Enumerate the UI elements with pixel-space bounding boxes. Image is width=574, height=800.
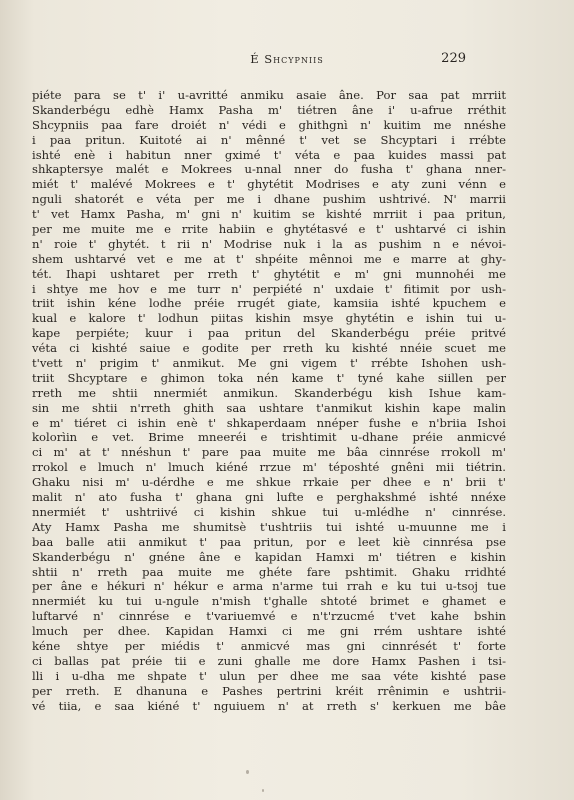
body-text xyxy=(32,88,506,713)
text-line: Skanderbégu n' gnéne âne e kapidan Hamxi m' tiétren e kishin xyxy=(32,549,506,564)
text-line: ci ballas pat préie tii e zuni ghalle me dore Hamx Pashen i tsi- xyxy=(32,653,506,668)
text-line: baa balle atii anmikut t' paa pritun, por e leet kiè cinnrésa pse xyxy=(32,534,506,549)
text-line: n' roie t' ghytét. t rii n' Modrise nuk i la as pushim n e névoi- xyxy=(32,236,506,251)
text-line: nguli shatorét e véta per me i dhane pushim ushtrivé. N' marrii xyxy=(32,192,506,207)
text-line: kéne shtye per miédis t' anmicvé mas gni cinnrését t' forte xyxy=(32,638,506,653)
text-line: kolorìin e vet. Brime mneeréi e trishtimit u-dhane préie anmicvé xyxy=(32,430,506,445)
text-line: shem ushtarvé vet e me at t' shpéite mênnoi me e marre at ghy- xyxy=(32,251,506,266)
ink-speck xyxy=(246,770,249,774)
text-line: Skanderbégu edhè Hamx Pasha m' tiétren âne i' u-afrue rréthit xyxy=(32,102,506,117)
text-line: i paa pritun. Kuitoté ai n' mênné t' vet se Shcyptari i rrébte xyxy=(32,132,506,147)
text-line: t'vett n' prigim t' anmikut. Me gni vigem t' rrébte Ishohen ush- xyxy=(32,356,506,371)
text-line: e m' tiéret ci ishin enè t' shkaperdaam nnéper fushe e n'briia Ishoi xyxy=(32,415,506,430)
text-line: kape perpiéte; kuur i paa pritun del Skanderbégu préie pritvé xyxy=(32,326,506,341)
text-line: Shcypniis paa fare droiét n' védi e ghithgnì n' kuitim me nnéshe xyxy=(32,117,506,132)
text-line: miét t' malévé Mokrees e t' ghytétit Modrises e aty zuni vénn e xyxy=(32,177,506,192)
text-line: shkaptersye malét e Mokrees u-nnal nner do fusha t' ghana nner- xyxy=(32,162,506,177)
ink-speck xyxy=(262,789,264,792)
text-line: i shtye me hov e me turr n' perpiété n' uxdaie t' fitimit por ush- xyxy=(32,281,506,296)
text-line: Aty Hamx Pasha me shumitsè t'ushtriis tui ishté u-muunne me i xyxy=(32,519,506,534)
text-line: t' vet Hamx Pasha, m' gni n' kuitim se kishté mrriit i paa pritun, xyxy=(32,207,506,222)
text-line: per rreth. E dhanuna e Pashes pertrini kréit rrênimin e ushtrii- xyxy=(32,683,506,698)
text-line: tét. Ihapi ushtaret per rreth t' ghytétit e m' gni munnohéi me xyxy=(32,266,506,281)
text-line: rreth me shtii nnermiét anmikun. Skanderbégu kish Ishue kam- xyxy=(32,385,506,400)
page-number: 229 xyxy=(441,51,466,66)
text-line: lli i u-dha me shpate t' ulun per dhee me saa véte kishté pase xyxy=(32,668,506,683)
text-line: lmuch per dhee. Kapidan Hamxi ci me gni rrém ushtare ishté xyxy=(32,624,506,639)
text-line: triit Shcyptare e ghimon toka nén kame t' tyné kahe siillen per xyxy=(32,370,506,385)
text-line: per me muite me e rrite habiin e ghytétasvé e t' ushtarvé ci ishin xyxy=(32,222,506,237)
text-line: piéte para se t' i' u-avritté anmiku asaie âne. Por saa pat mrriit xyxy=(32,88,506,102)
text-line: Ghaku nisi m' u-dérdhe e me shkue rrkaie per dhee e n' brii t' xyxy=(32,475,506,490)
text-line: triit ishin kéne lodhe préie rrugét giate, kamsiia ishté kpuchem e xyxy=(32,296,506,311)
running-title: É Shcypniis xyxy=(250,52,324,66)
text-line: per âne e hékuri n' hékur e arma n'arme tui rrah e ku tui u-tsoj tue xyxy=(32,579,506,594)
running-head xyxy=(0,52,574,68)
text-line: shtii n' rreth paa muite me ghéte fare pshtimit. Ghaku rridhté xyxy=(32,564,506,579)
text-line: sin me shtii n'rreth ghith saa ushtare t'anmikut kishin kape malin xyxy=(32,400,506,415)
text-line: malit n' ato fusha t' ghana gni lufte e perghakshmé ishté nnéxe xyxy=(32,490,506,505)
text-line: ci m' at t' nnéshun t' pare paa muite me bâa cinnrése rrokoll m' xyxy=(32,445,506,460)
text-line: kual e kalore t' lodhun piitas kishin msye ghytétin e ishin tui u- xyxy=(32,311,506,326)
text-line: nnermiét ku tui u-ngule n'mish t'ghalle shtoté brimet e ghamet e xyxy=(32,594,506,609)
text-line: vé tiia, e saa kiéné t' nguiuem n' at rreth s' kerkuen me bâe xyxy=(32,698,506,713)
text-line: nnermiét t' ushtriivé ci kishin shkue tui u-mlédhe n' cinnrése. xyxy=(32,504,506,519)
text-line: ishté enè i habitun nner gximé t' véta e paa kuides massi pat xyxy=(32,147,506,162)
text-line: véta ci kishté saiue e godite per rreth ku kishté nnéie scuet me xyxy=(32,341,506,356)
text-line: luftarvé n' cinnrése e t'variuemvé e n't'rzucmé t'vet kahe bshin xyxy=(32,609,506,624)
text-line: rrokol e lmuch n' lmuch kiéné rrzue m' téposhté gnêni mii tiétrin. xyxy=(32,460,506,475)
